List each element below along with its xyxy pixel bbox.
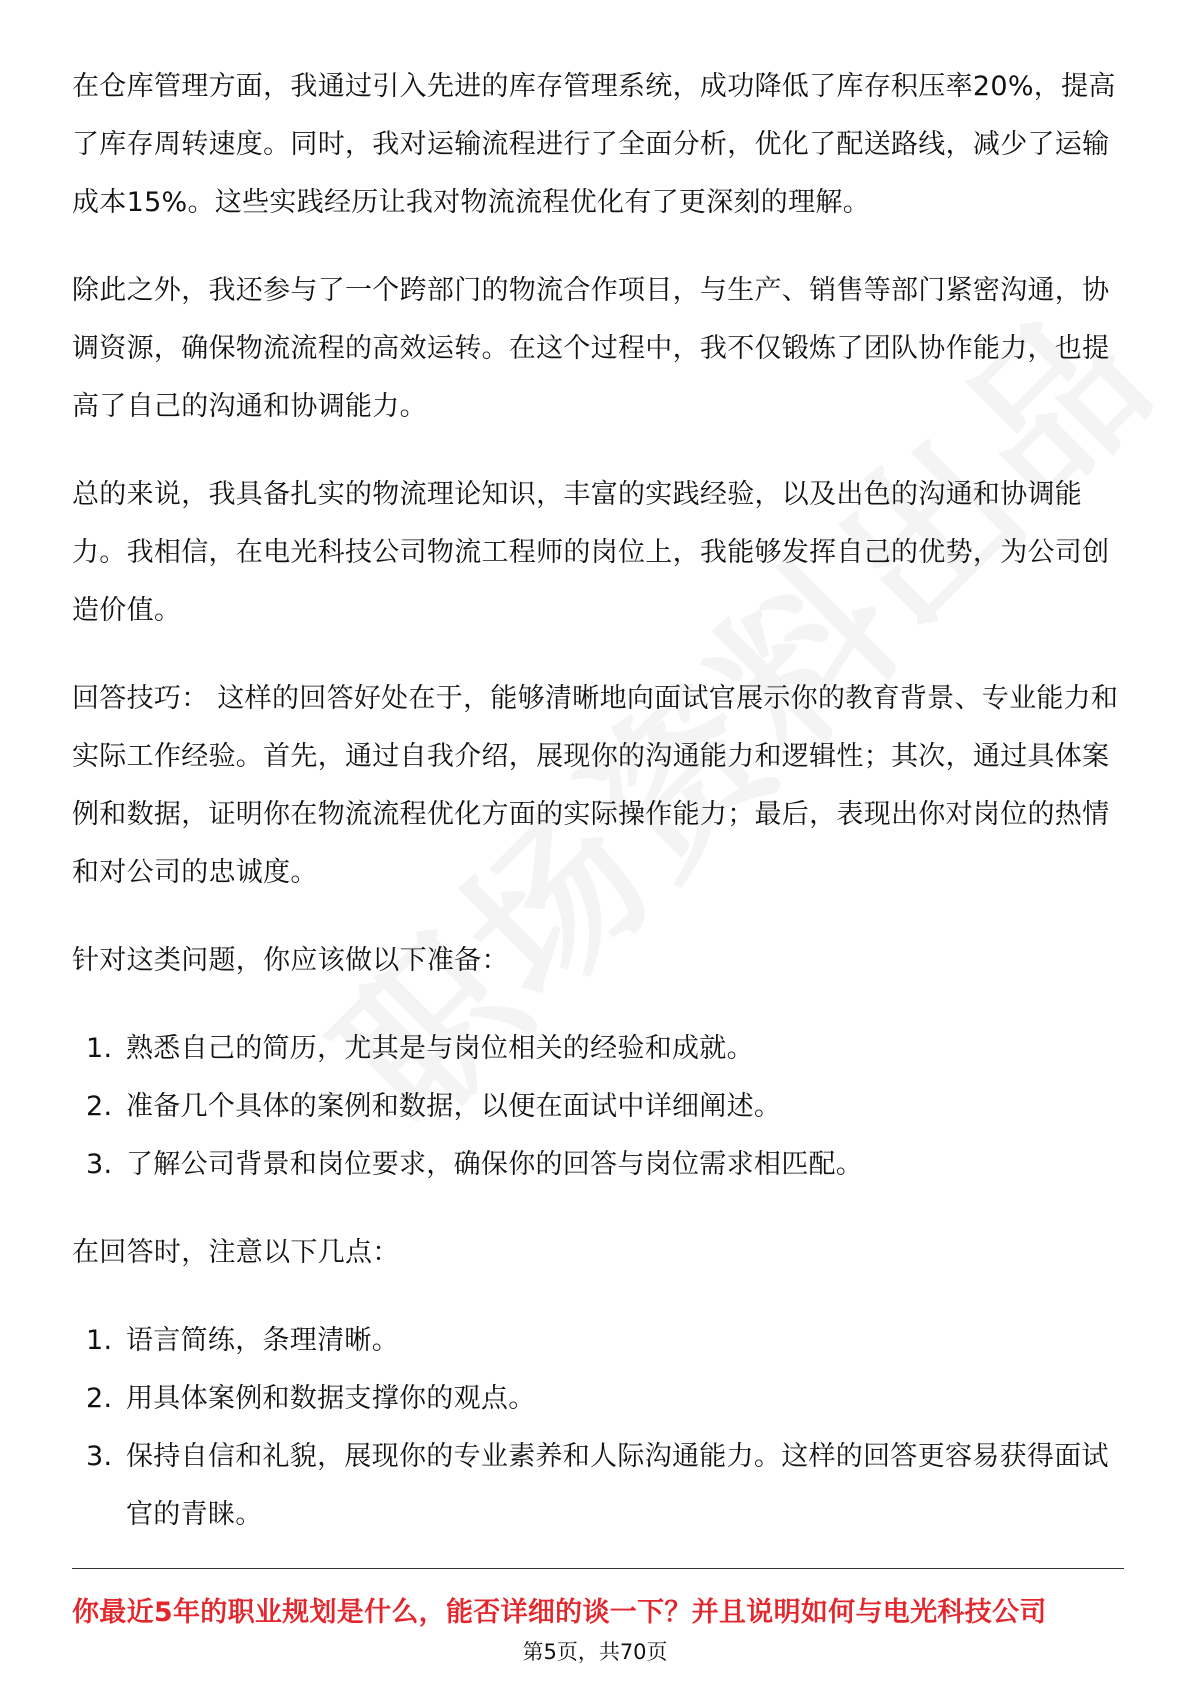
paragraph-cross-department: 除此之外，我还参与了一个跨部门的物流合作项目，与生产、销售等部门紧密沟通，协调资源，确保物流流程的高效运转。在这个过程中，我不仅锻炼了团队协作能力，也提高了自己的沟通和协调能力。 (72, 275, 1110, 422)
list-item (72, 1370, 1122, 1428)
paragraph-summary: 总的来说，我具备扎实的物流理论知识，丰富的实践经验，以及出色的沟通和协调能力。我相信，在电光科技公司物流工程师的岗位上，我能够发挥自己的优势，为公司创造价值。 (72, 479, 1110, 626)
list-number: 2. (86, 1091, 113, 1122)
list-item (72, 1428, 1122, 1544)
list-item (72, 1078, 1122, 1136)
list-number: 1. (86, 1325, 113, 1356)
list-item (72, 1020, 1122, 1078)
list-number: 1. (86, 1033, 113, 1064)
list-item-text: 熟悉自己的简历，尤其是与岗位相关的经验和成就。 (126, 1033, 754, 1064)
list-item (72, 1136, 1122, 1194)
paragraph-prep-intro: 针对这类问题，你应该做以下准备： (72, 945, 509, 976)
footer-divider (72, 1568, 1124, 1569)
paragraph-notes-intro: 在回答时，注意以下几点： (72, 1237, 400, 1268)
list-item-text: 了解公司背景和岗位要求，确保你的回答与岗位需求相匹配。 (126, 1149, 864, 1180)
list-item-text: 准备几个具体的案例和数据，以便在面试中详细阐述。 (126, 1091, 782, 1122)
list-item-text: 用具体案例和数据支撑你的观点。 (126, 1383, 536, 1414)
list-item (72, 1312, 1122, 1370)
list-number: 2. (86, 1383, 113, 1414)
list-number: 3. (86, 1149, 113, 1180)
prep-list (72, 1020, 1122, 1194)
list-item-text: 语言简练，条理清晰。 (126, 1325, 399, 1356)
page-number: 第5页，共70页 (522, 1640, 668, 1664)
next-question-heading: 你最近5年的职业规划是什么，能否详细的谈一下？并且说明如何与电光科技公司 (72, 1597, 1047, 1628)
page-content (72, 58, 1122, 1574)
paragraph-answer-tips: 回答技巧： 这样的回答好处在于，能够清晰地向面试官展示你的教育背景、专业能力和实际工作经验。首先，通过自我介绍，展现你的沟通能力和逻辑性；其次，通过具体案例和数据，证明你在物流流程优化方面的实际操作能力；最后，表现出你对岗位的热情和对公司的忠诚度。 (72, 683, 1119, 888)
list-item-text: 保持自信和礼貌，展现你的专业素养和人际沟通能力。这样的回答更容易获得面试官的青睐。 (126, 1441, 1109, 1530)
list-number: 3. (86, 1441, 113, 1472)
notes-list (72, 1312, 1122, 1544)
paragraph-warehouse: 在仓库管理方面，我通过引入先进的库存管理系统，成功降低了库存积压率20%，提高了库存周转速度。同时，我对运输流程进行了全面分析，优化了配送路线，减少了运输成本15%。这些实践经历让我对物流流程优化有了更深刻的理解。 (72, 71, 1116, 218)
